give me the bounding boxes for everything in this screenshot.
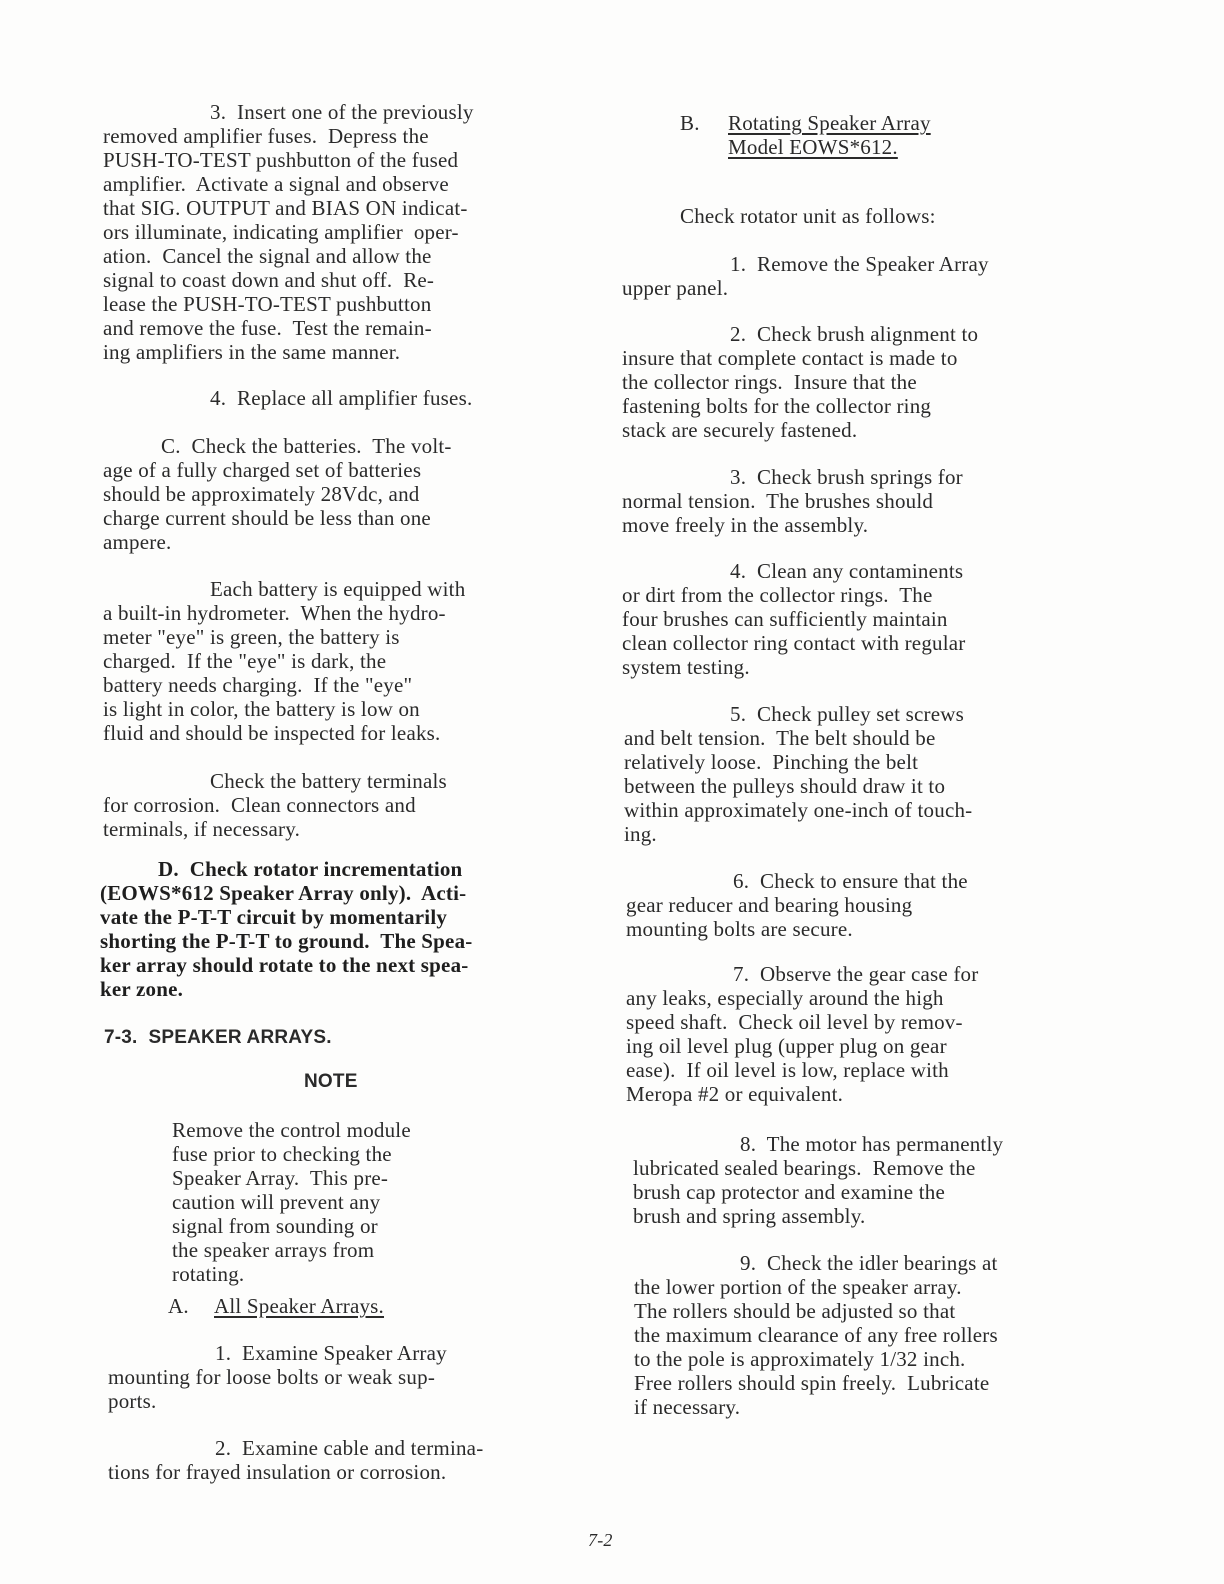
paragraph-step-4: 4. Replace all amplifier fuses. xyxy=(210,386,473,410)
text-line: ker array should rotate to the next spea- xyxy=(100,953,469,977)
rotator-intro: Check rotator unit as follows: xyxy=(680,204,936,228)
text-line: 8. The motor has permanently xyxy=(740,1132,1004,1156)
text-line: a built-in hydrometer. When the hydro- xyxy=(103,601,446,625)
text-line: Each battery is equipped with xyxy=(210,577,466,601)
text-line: Check the battery terminals xyxy=(210,769,447,793)
text-line: mounting for loose bolts or weak sup- xyxy=(108,1365,436,1389)
text-line: within approximately one-inch of touch- xyxy=(624,798,973,822)
text-line: any leaks, especially around the high xyxy=(626,986,944,1010)
text-line: that SIG. OUTPUT and BIAS ON indicat- xyxy=(103,196,468,220)
text-line: charged. If the "eye" is dark, the xyxy=(103,649,387,673)
text-line: gear reducer and bearing housing xyxy=(626,893,913,917)
text-line: 2. Examine cable and termina- xyxy=(215,1436,484,1460)
text-line: relatively loose. Pinching the belt xyxy=(624,750,919,774)
text-line: tions for frayed insulation or corrosion. xyxy=(108,1460,447,1484)
text-line: rotating. xyxy=(172,1262,245,1286)
text-line: if necessary. xyxy=(634,1395,741,1419)
text-line: ampere. xyxy=(103,530,172,554)
text-line: ing oil level plug (upper plug on gear xyxy=(626,1034,947,1058)
text-line: between the pulleys should draw it to xyxy=(624,774,946,798)
subsection-title: All Speaker Arrays. xyxy=(214,1294,385,1318)
text-line: insure that complete contact is made to xyxy=(622,346,958,370)
text-line: or dirt from the collector rings. The xyxy=(622,583,933,607)
text-line: ing. xyxy=(624,822,657,846)
text-line: charge current should be less than one xyxy=(103,506,431,530)
text-line: upper panel. xyxy=(622,276,729,300)
page-number: 7-2 xyxy=(588,1530,613,1550)
subsection-title-line: Model EOWS*612. xyxy=(728,135,898,159)
subsection-letter: A. xyxy=(168,1294,189,1318)
text-line: is light in color, the battery is low on xyxy=(103,697,420,721)
text-line: lease the PUSH-TO-TEST pushbutton xyxy=(103,292,432,316)
text-line: lubricated sealed bearings. Remove the xyxy=(633,1156,976,1180)
section-heading: 7-3. SPEAKER ARRAYS. xyxy=(104,1027,332,1048)
text-line: 1. Examine Speaker Array xyxy=(215,1341,447,1365)
text-line: removed amplifier fuses. Depress the xyxy=(103,124,429,148)
text-line: to the pole is approximately 1/32 inch. xyxy=(634,1347,966,1371)
text-line: ports. xyxy=(108,1389,157,1413)
text-line: PUSH-TO-TEST pushbutton of the fused xyxy=(103,148,459,172)
text-line: move freely in the assembly. xyxy=(622,513,869,537)
text-line: 3. Check brush springs for xyxy=(730,465,963,489)
text-line: 1. Remove the Speaker Array xyxy=(730,252,989,276)
text-line: fastening bolts for the collector ring xyxy=(622,394,932,418)
text-line: 4. Clean any contaminents xyxy=(730,559,964,583)
text-line: four brushes can sufficiently maintain xyxy=(622,607,948,631)
text-line: age of a fully charged set of batteries xyxy=(103,458,422,482)
text-line: should be approximately 28Vdc, and xyxy=(103,482,420,506)
text-line: Speaker Array. This pre- xyxy=(172,1166,389,1190)
text-line: 7. Observe the gear case for xyxy=(733,962,979,986)
text-line: amplifier. Activate a signal and observe xyxy=(103,172,449,196)
text-line: The rollers should be adjusted so that xyxy=(634,1299,956,1323)
text-line: ation. Cancel the signal and allow the xyxy=(103,244,432,268)
text-line: Remove the control module xyxy=(172,1118,411,1142)
text-line: 2. Check brush alignment to xyxy=(730,322,979,346)
text-line: ing amplifiers in the same manner. xyxy=(103,340,401,364)
text-line: meter "eye" is green, the battery is xyxy=(103,625,400,649)
text-line: signal from sounding or xyxy=(172,1214,378,1238)
text-line: brush cap protector and examine the xyxy=(633,1180,945,1204)
text-line: mounting bolts are secure. xyxy=(626,917,853,941)
text-line: the lower portion of the speaker array. xyxy=(634,1275,962,1299)
text-line: ors illuminate, indicating amplifier oper- xyxy=(103,220,459,244)
text-line: shorting the P-T-T to ground. The Spea- xyxy=(100,929,473,953)
text-line: and belt tension. The belt should be xyxy=(624,726,936,750)
text-line: fuse prior to checking the xyxy=(172,1142,392,1166)
text-line: 6. Check to ensure that the xyxy=(733,869,968,893)
subsection-letter: B. xyxy=(680,111,700,135)
subsection-title-line: Rotating Speaker Array xyxy=(728,111,931,135)
text-line: (EOWS*612 Speaker Array only). Acti- xyxy=(100,881,467,905)
text-line: speed shaft. Check oil level by remov- xyxy=(626,1010,963,1034)
text-line: fluid and should be inspected for leaks. xyxy=(103,721,441,745)
text-line: the speaker arrays from xyxy=(172,1238,375,1262)
text-line: ease). If oil level is low, replace with xyxy=(626,1058,949,1082)
text-line: clean collector ring contact with regular xyxy=(622,631,966,655)
text-line: caution will prevent any xyxy=(172,1190,381,1214)
text-line: for corrosion. Clean connectors and xyxy=(103,793,416,817)
text-line: brush and spring assembly. xyxy=(633,1204,866,1228)
text-line: normal tension. The brushes should xyxy=(622,489,934,513)
text-line: signal to coast down and shut off. Re- xyxy=(103,268,435,292)
text-line: stack are securely fastened. xyxy=(622,418,858,442)
text-line: the collector rings. Insure that the xyxy=(622,370,917,394)
text-line: 3. Insert one of the previously xyxy=(210,100,474,124)
text-line: 9. Check the idler bearings at xyxy=(740,1251,998,1275)
text-line: Free rollers should spin freely. Lubricate xyxy=(634,1371,990,1395)
text-line: Meropa #2 or equivalent. xyxy=(626,1082,844,1106)
text-line: D. Check rotator incrementation xyxy=(158,857,463,881)
text-line: system testing. xyxy=(622,655,750,679)
text-line: vate the P-T-T circuit by momentarily xyxy=(100,905,448,929)
text-line: 5. Check pulley set screws xyxy=(730,702,965,726)
text-line: and remove the fuse. Test the remain- xyxy=(103,316,432,340)
text-line: ker zone. xyxy=(100,977,184,1001)
note-heading: NOTE xyxy=(304,1071,358,1092)
text-line: terminals, if necessary. xyxy=(103,817,301,841)
text-line: C. Check the batteries. The volt- xyxy=(161,434,452,458)
text-line: the maximum clearance of any free rollers xyxy=(634,1323,998,1347)
text-line: battery needs charging. If the "eye" xyxy=(103,673,413,697)
